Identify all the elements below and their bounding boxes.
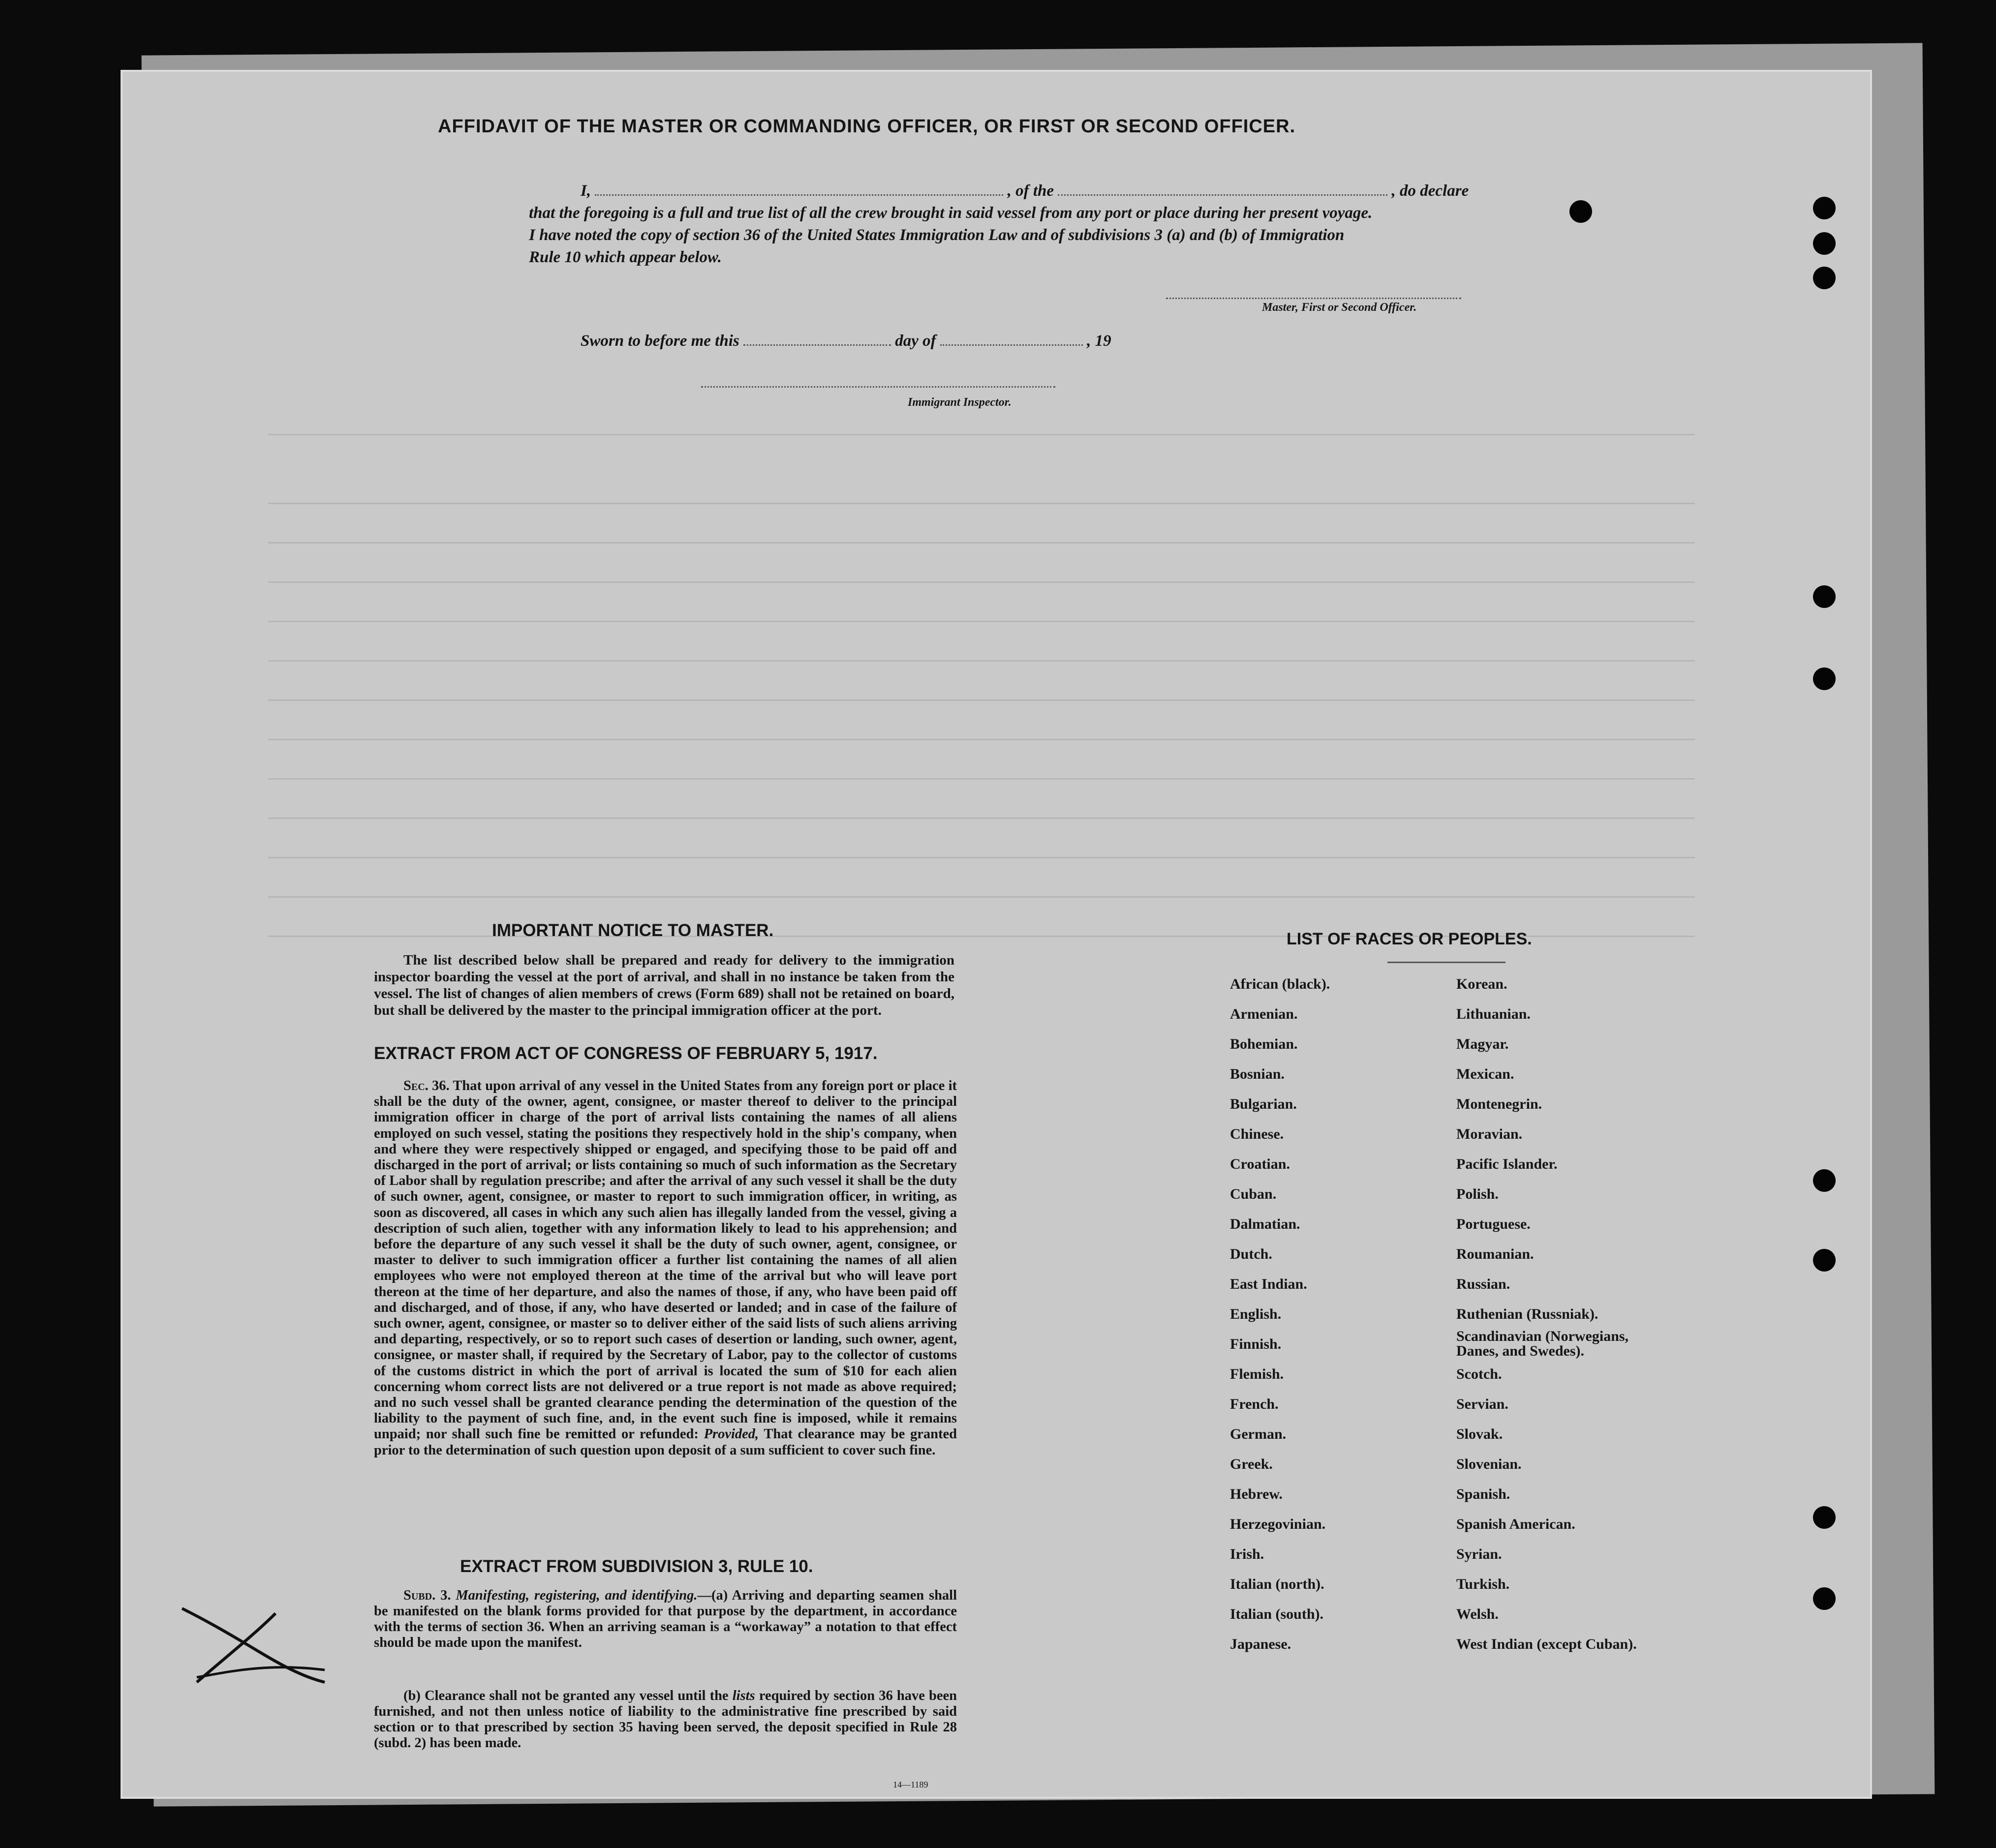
- race-item: Italian (south).: [1230, 1606, 1324, 1622]
- notice-body: [374, 952, 954, 1019]
- extract-act-title: EXTRACT FROM ACT OF CONGRESS OF FEBRUARY 5, 1917.: [374, 1044, 878, 1063]
- provided-word: Provided,: [704, 1426, 759, 1442]
- affidavit-line-4: Rule 10 which appear below.: [529, 248, 722, 266]
- race-item: Montenegrin.: [1456, 1096, 1542, 1112]
- affidavit-of-the-label: , of the: [1007, 182, 1054, 200]
- race-item: Croatian.: [1230, 1156, 1290, 1172]
- race-item: Scandinavian (Norwegians, Danes, and Swedes).: [1456, 1328, 1629, 1359]
- race-item: Mexican.: [1456, 1066, 1514, 1082]
- section-36-text: [374, 1078, 957, 1458]
- race-item: Servian.: [1456, 1396, 1508, 1412]
- notice-text: The list described below shall be prepared and ready for delivery to the immigration inspector boarding the vessel at the port of arrival, and shall in no instance be taken from the vessel. The list of changes of alien members of crews (Form 689) shall not be retained on board, but shall be delivered by the master to the principal immigration officer at the port.: [374, 952, 954, 1018]
- subd-b-body: required by section 36 have been furnished, and not then unless notice of liability to the administrative fine prescribed by said section or to that prescribed by section 35 having been served, the deposit specified in Rule 28 (subd. 2) has been made.: [374, 1688, 957, 1751]
- race-item: Finnish.: [1230, 1336, 1282, 1352]
- handwritten-x-mark: [177, 1604, 335, 1687]
- affidavit-title: AFFIDAVIT OF THE MASTER OR COMMANDING OFFICER, OR FIRST OR SECOND OFFICER.: [438, 116, 1296, 137]
- extract-rule-title: EXTRACT FROM SUBDIVISION 3, RULE 10.: [460, 1557, 813, 1576]
- inspector-signature-line[interactable]: [701, 386, 1055, 388]
- race-item: Pacific Islander.: [1456, 1156, 1558, 1172]
- race-item: Welsh.: [1456, 1606, 1499, 1622]
- race-item: Russian.: [1456, 1276, 1510, 1292]
- affidavit-i-label: I,: [581, 182, 591, 200]
- sworn-line: [581, 332, 1111, 350]
- race-item: Bohemian.: [1230, 1036, 1298, 1052]
- subd-a-body: —(a) Arriving and departing seamen shall be manifested on the blank forms provided for that purpose by the department, in accordance with the terms of section 36. When an arriving seaman is a “workaway” a notation to that effect should be made upon the manifest.: [374, 1588, 957, 1650]
- race-item: Dutch.: [1230, 1246, 1272, 1262]
- binder-hole: [1813, 232, 1836, 255]
- affidavit-line-1: [581, 182, 1469, 200]
- race-item: Irish.: [1230, 1546, 1264, 1562]
- subd-heading: Manifesting, registering, and identifying.: [456, 1588, 698, 1603]
- race-item: Slovenian.: [1456, 1456, 1522, 1472]
- name-blank[interactable]: [595, 194, 1003, 196]
- race-item: Dalmatian.: [1230, 1216, 1300, 1232]
- inspector-label: Immigrant Inspector.: [908, 396, 1012, 409]
- race-item: Bulgarian.: [1230, 1096, 1297, 1112]
- binder-hole: [1813, 1506, 1836, 1529]
- sworn-year-label: , 19: [1087, 332, 1111, 350]
- race-item: Portuguese.: [1456, 1216, 1531, 1232]
- binder-hole: [1813, 197, 1836, 219]
- race-item: Flemish.: [1230, 1366, 1284, 1382]
- binder-hole: [1813, 1249, 1836, 1272]
- sworn-month-blank[interactable]: [940, 344, 1083, 346]
- race-item: Polish.: [1456, 1186, 1499, 1202]
- affidavit-line-3: I have noted the copy of section 36 of the United States Immigration Law and of subdivisions 3 (a) and (b) of Immigration: [529, 226, 1345, 244]
- race-item: Ruthenian (Russniak).: [1456, 1306, 1598, 1322]
- race-item: Armenian.: [1230, 1006, 1298, 1022]
- sworn-prefix: Sworn to before me this: [581, 332, 739, 350]
- race-item: Moravian.: [1456, 1126, 1523, 1142]
- subdivision-b-text: [374, 1688, 957, 1751]
- race-item: Japanese.: [1230, 1636, 1291, 1652]
- notice-title: IMPORTANT NOTICE TO MASTER.: [492, 921, 774, 940]
- binder-hole: [1813, 667, 1836, 690]
- race-item: Hebrew.: [1230, 1486, 1283, 1502]
- section-36-body: That upon arrival of any vessel in the United States from any foreign port or place it shall be the duty of the owner, agent, consignee, or master thereof to deliver to the principal immigration officer in charge of the port of arrival lists containing the names of all aliens employed on such vessel, stating the positions they respectively hold in the ship's company, when and where they were respectively shipped or engaged, and specifying those to be paid off and discharged in the port of arrival; or lists containing so much of such information as the Secretary of Labor shall by regulation prescribe; and after the arrival of any such vessel it shall be the duty of such owner, agent, consignee, or master to report to such immigration officer, in writing, as soon as discovered, all cases in which any such alien has illegally landed from the vessel, giving a description of such alien, together with any information likely to lead to his apprehension; and before the departure of any such vessel it shall be the duty of such owner, agent, consignee, or master to deliver to such immigration officer a further list containing the names of all alien employees who were not employed thereon at the time of the arrival but who will leave port thereon at the time of her departure, and also the names of those, if any, who have been paid off and discharged, and of those, if any, who have deserted or landed; and in case of the failure of such owner, agent, consignee, or master so to deliver either of the said lists of such aliens arriving and departing, respectively, or so to report such cases of desertion or landing, such owner, agent, consignee, or master shall, if required by the Secretary of Labor, pay to the collector of customs of the customs district in which the port of arrival is located the sum of $10 for each alien concerning whom correct lists are not delivered or a true report is not made as above required; and no such vessel shall be granted clearance pending the determination of the question of the liability to the payment of such fine, and, in the event such fine is imposed, while it remains unpaid; nor shall such fine be remitted or refunded:: [374, 1078, 957, 1442]
- sworn-day-blank[interactable]: [743, 344, 891, 346]
- race-item: Magyar.: [1456, 1036, 1509, 1052]
- race-item: French.: [1230, 1396, 1279, 1412]
- race-item: Slovak.: [1456, 1426, 1503, 1442]
- race-item: Syrian.: [1456, 1546, 1502, 1562]
- sworn-day-of-label: day of: [895, 332, 936, 350]
- race-item: West Indian (except Cuban).: [1456, 1636, 1637, 1652]
- bleed-through-background: [121, 70, 1872, 1799]
- manifest-page: [121, 70, 1872, 1799]
- subd-label: Subd. 3.: [403, 1588, 451, 1603]
- binder-hole: [1569, 200, 1592, 223]
- subdivision-a-text: [374, 1588, 957, 1651]
- subd-b-prefix: (b) Clearance shall not be granted any vessel until the: [403, 1688, 729, 1703]
- race-item: Lithuanian.: [1456, 1006, 1531, 1022]
- race-item: English.: [1230, 1306, 1282, 1322]
- race-item: Italian (north).: [1230, 1576, 1324, 1592]
- form-number: 14—1189: [893, 1780, 928, 1789]
- race-item: Greek.: [1230, 1456, 1273, 1472]
- race-item: Scotch.: [1456, 1366, 1502, 1382]
- race-item: Spanish American.: [1456, 1516, 1575, 1532]
- race-item: Korean.: [1456, 976, 1507, 992]
- affidavit-declare-label: , do declare: [1391, 182, 1469, 200]
- binder-hole: [1813, 585, 1836, 608]
- binder-hole: [1813, 1587, 1836, 1610]
- race-item: African (black).: [1230, 976, 1330, 992]
- races-divider: [1387, 962, 1505, 963]
- races-title: LIST OF RACES OR PEOPLES.: [1287, 930, 1532, 948]
- master-signature-label: Master, First or Second Officer.: [1262, 301, 1417, 314]
- race-item: East Indian.: [1230, 1276, 1307, 1292]
- race-item: Roumanian.: [1456, 1246, 1534, 1262]
- master-signature-line[interactable]: [1166, 298, 1461, 299]
- race-item: Turkish.: [1456, 1576, 1510, 1592]
- race-item: Cuban.: [1230, 1186, 1277, 1202]
- section-36-end: That clearance may be granted prior to the determination of such question upon deposit of a sum sufficient to cover such fine.: [374, 1426, 957, 1458]
- race-item: Bosnian.: [1230, 1066, 1285, 1082]
- race-item: Spanish.: [1456, 1486, 1510, 1502]
- binder-hole: [1813, 1169, 1836, 1192]
- subd-b-lists: lists: [732, 1688, 755, 1703]
- vessel-blank[interactable]: [1058, 194, 1387, 196]
- section-36-label: Sec. 36.: [403, 1078, 450, 1093]
- binder-hole: [1813, 267, 1836, 289]
- race-item: German.: [1230, 1426, 1287, 1442]
- affidavit-line-2: that the foregoing is a full and true list of all the crew brought in said vessel from any port or place during her present voyage.: [529, 204, 1373, 222]
- race-item: Herzegovinian.: [1230, 1516, 1326, 1532]
- race-item: Chinese.: [1230, 1126, 1284, 1142]
